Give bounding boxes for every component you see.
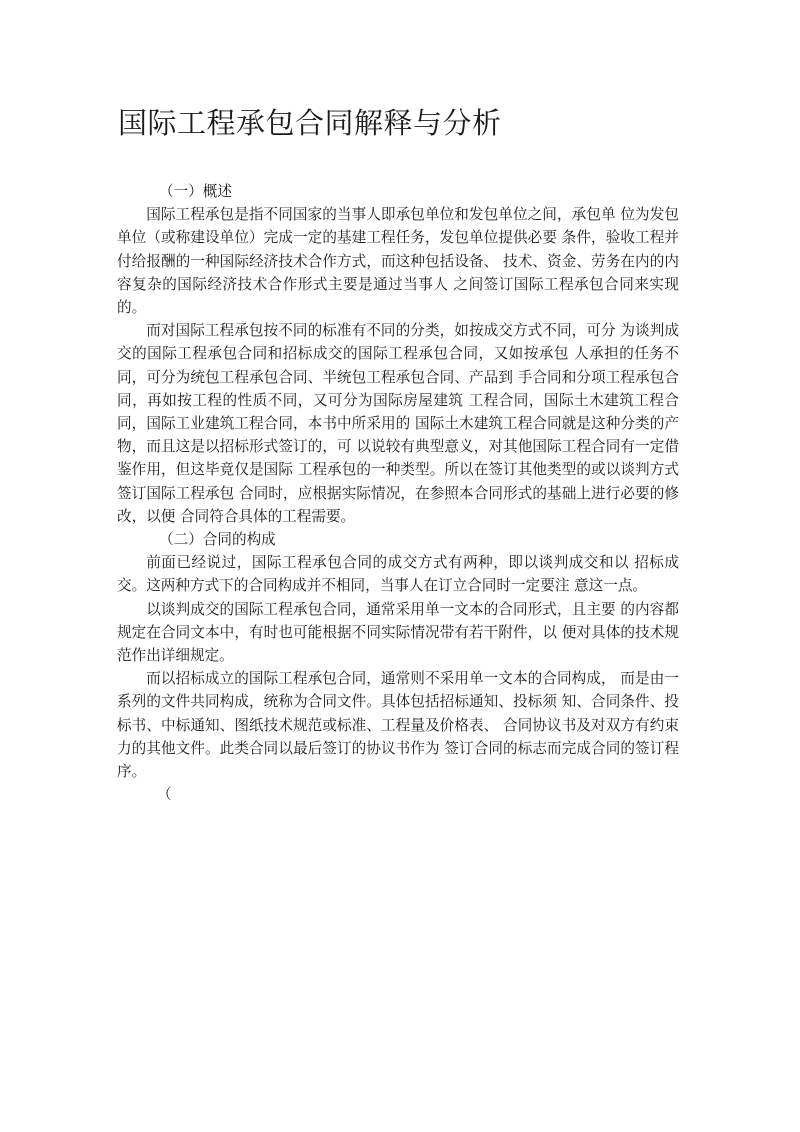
paragraph-negotiated-contract: 以谈判成交的国际工程承包合同，通常采用单一文本的合同形式，且主要 的内容都规定在合同文本中，有时也可能根据不同实际情况带有若干附件，以 便对具体的技术规范作出详细规定。 [117,600,679,665]
truncated-fragment: （ [157,786,172,804]
paragraph-transaction-methods: 前面已经说过，国际工程承包合同的成交方式有两种，即以谈判成交和以 招标成交。这两种方式下的合同构成并不相同，当事人在订立合同时一定要注 意这一点。 [117,554,679,595]
section-heading-overview: （一）概述 [159,183,232,200]
paragraph-classification: 而对国际工程承包按不同的标准有不同的分类，如按成交方式不同，可分 为谈判成交的国际工程承包合同和招标成交的国际工程承包合同，又如按承包 人承担的任务不同，可分为统包工程承包合同、半统包工程承包合同、产品到 手合同和分项工程承包合同，再如按工程的性质不同，又可分为国际房屋建筑 工程合同，国际土木建筑工程合同，国际工业建筑工程合同，本书中所采用的 国际土木建筑工程合同就是这种分类的产物，而且这是以招标形式签订的，可 以说较有典型意义，对其他国际工程合同有一定借鉴作用，但这毕竟仅是国际 工程承包的一种类型。所以在签订其他类型的或以谈判方式签订国际工程承包 合同时，应根据实际情况，在参照本合同形式的基础上进行必要的修改，以便 合同符合具体的工程需要。 [117,322,679,525]
paragraph-definition: 国际工程承包是指不同国家的当事人即承包单位和发包单位之间，承包单 位为发包单位（或称建设单位）完成一定的基建工程任务，发包单位提供必要 条件，验收工程并付给报酬的一种国际经济技术合作方式，而这种包括设备、 技术、资金、劳务在内的内容复杂的国际经济技术合作形式主要是通过当事人 之间签订国际工程承包合同来实现的。 [117,206,679,317]
paragraph-tender-contract: 而以招标成立的国际工程承包合同，通常则不采用单一文本的合同构成， 而是由一系列的文件共同构成，统称为合同文件。具体包括招标通知、投标须 知、合同条件、投标书、中标通知、图纸技术规范或标准、工程量及价格表、 合同协议书及对双方有约束力的其他文件。此类合同以最后签订的协议书作为 签订合同的标志而完成合同的签订程序。 [117,670,679,781]
section-heading-composition: （二）合同的构成 [159,531,276,549]
document-title: 国际工程承包合同解释与分析 [118,106,502,140]
document-body [117,180,679,806]
